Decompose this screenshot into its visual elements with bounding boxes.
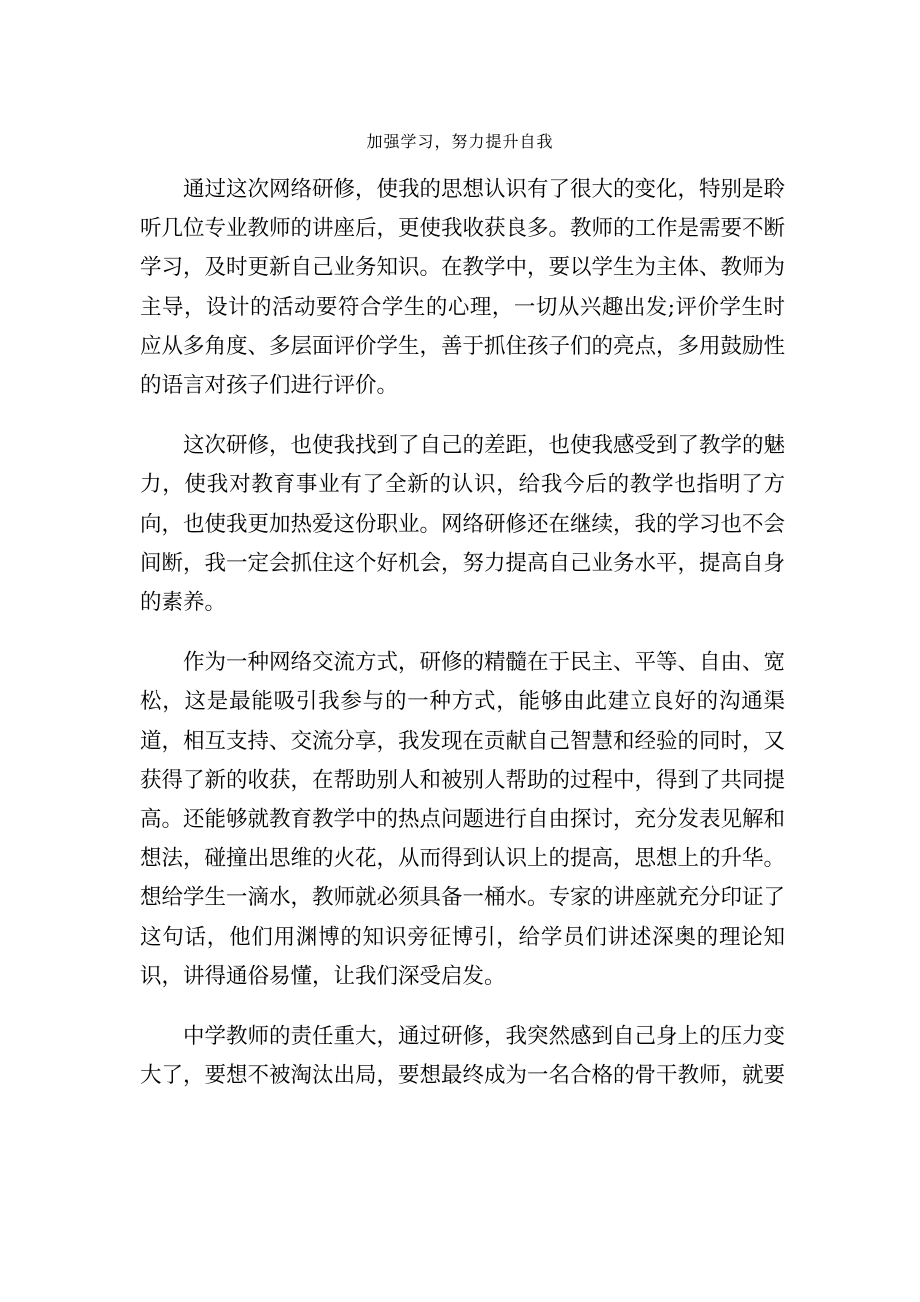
paragraph-3: 作为一种网络交流方式，研修的精髓在于民主、平等、自由、宽松，这是最能吸引我参与的一种方式，能够由此建立良好的沟通渠道，相互支持、交流分享，我发现在贡献自己智慧和经验的同时，又获得了新的收获，在帮助别人和被别人帮助的过程中，得到了共同提高。还能够就教育教学中的热点问题进行自由探讨，充分发表见解和想法，碰撞出思维的火花，从而得到认识上的提高，思想上的升华。想给学生一滴水，教师就必须具备一桶水。专家的讲座就充分印证了这句话，他们用渊博的知识旁征博引，给学员们讲述深奥的理论知识，讲得通俗易懂，让我们深受启发。 <box>140 650 786 989</box>
paragraph-4: 中学教师的责任重大，通过研修，我突然感到自己身上的压力变大了，要想不被淘汰出局，要想最终成为一名合格的骨干教师，就要 <box>140 1024 786 1089</box>
paragraph-1: 通过这次网络研修，使我的思想认识有了很大的变化，特别是聆听几位专业教师的讲座后，更使我收获良多。教师的工作是需要不断学习，及时更新自己业务知识。在教学中，要以学生为主体、教师为主导，设计的活动要符合学生的心理，一切从兴趣出发;评价学生时应从多角度、多层面评价学生，善于抓住孩子们的亮点，多用鼓励性的语言对孩子们进行评价。 <box>140 177 786 399</box>
document-title: 加强学习，努力提升自我 <box>366 132 554 151</box>
document-body <box>140 170 785 1116</box>
paragraph-2: 这次研修，也使我找到了自己的差距，也使我感受到了教学的魅力，使我对教育事业有了全新的认识，给我今后的教学也指明了方向，也使我更加热爱这份职业。网络研修还在继续，我的学习也不会间断，我一定会抓住这个好机会，努力提高自己业务水平，提高自身的素养。 <box>140 433 786 616</box>
